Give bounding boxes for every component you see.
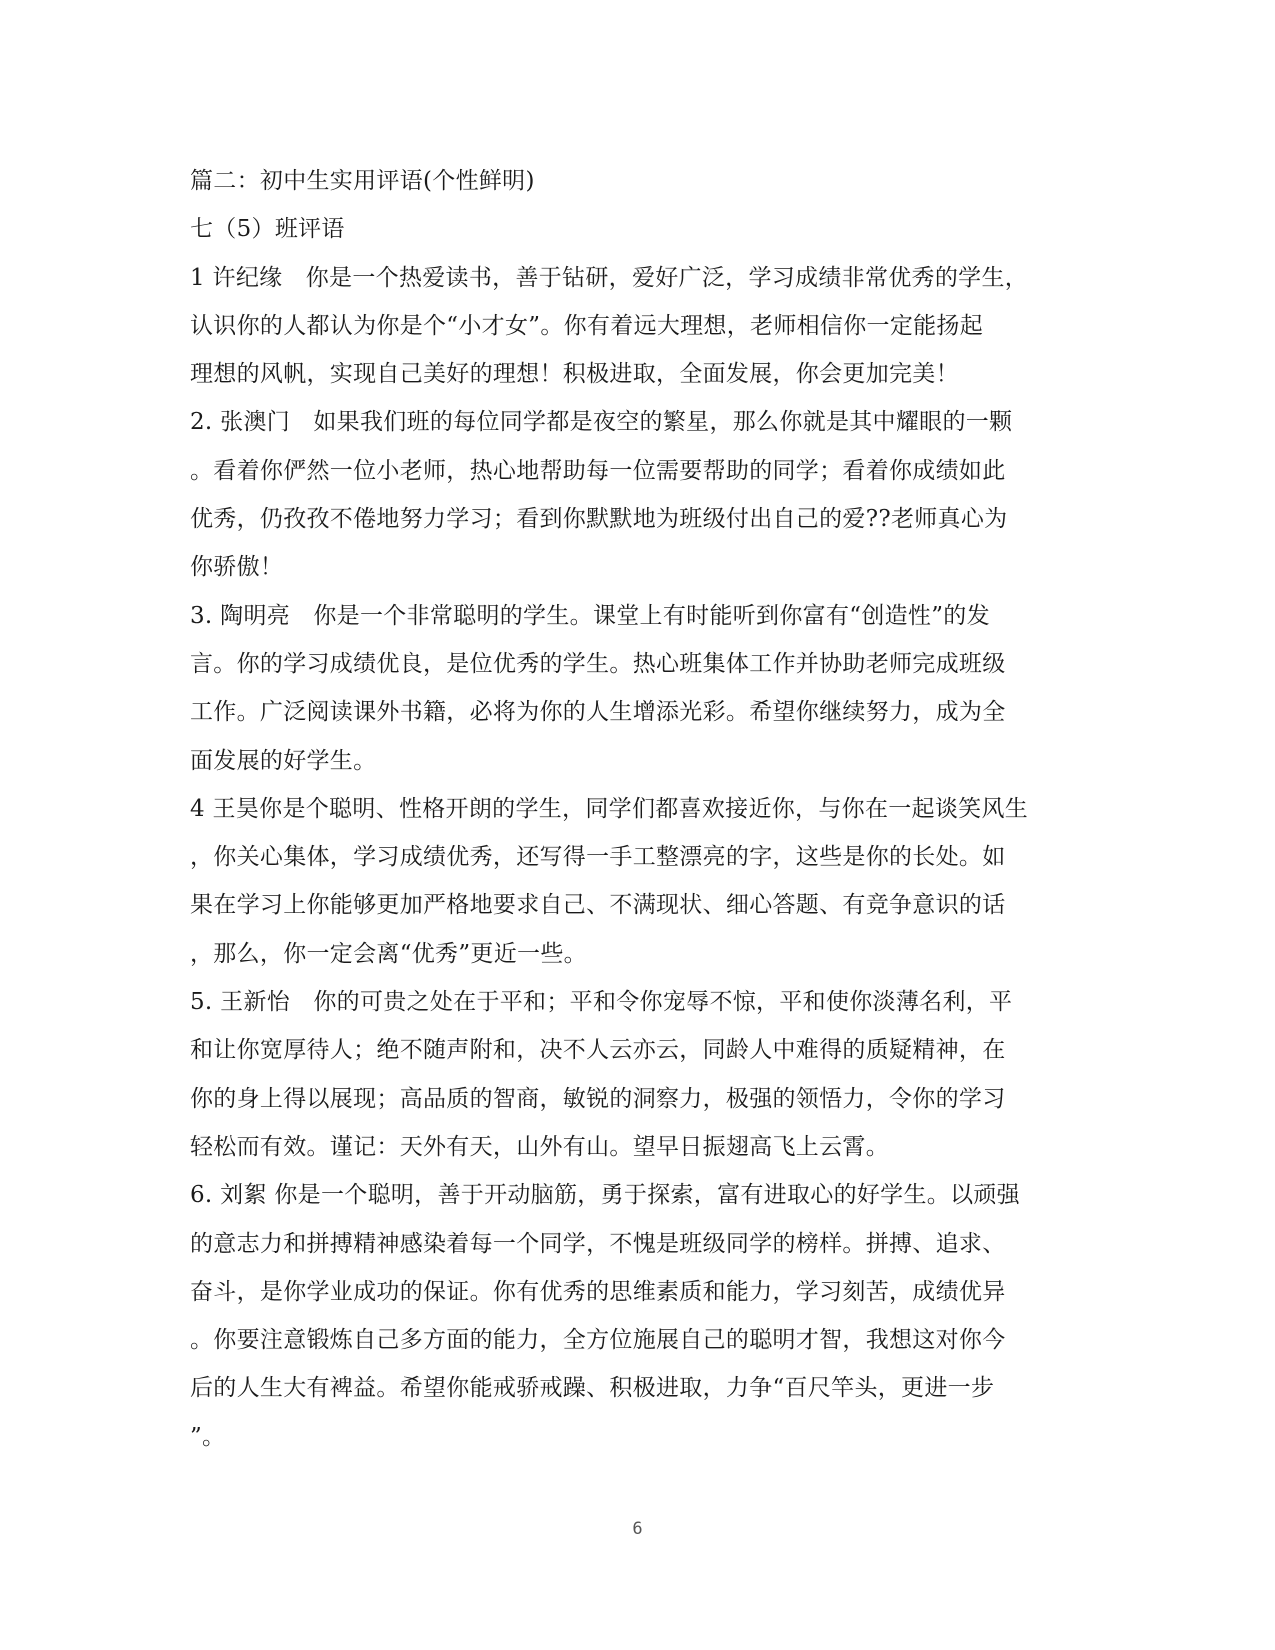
text-line: 你的身上得以展现；高品质的智商，敏锐的洞察力，极强的领悟力，令你的学习 <box>190 1085 1006 1112</box>
text-line: 工作。广泛阅读课外书籍，必将为你的人生增添光彩。希望你继续努力，成为全 <box>190 699 1006 726</box>
text-line: ，那么，你一定会离“优秀”更近一些。 <box>190 940 587 967</box>
text-line: 言。你的学习成绩优良，是位优秀的学生。热心班集体工作并协助老师完成班级 <box>190 650 1006 677</box>
text-line: 4 王昊你是个聪明、性格开朗的学生，同学们都喜欢接近你，与你在一起谈笑风生 <box>190 795 1029 822</box>
text-line: 认识你的人都认为你是个“小才女”。你有着远大理想，老师相信你一定能扬起 <box>190 312 984 339</box>
text-line: 面发展的好学生。 <box>190 747 377 774</box>
text-line: 3. 陶明亮 你是一个非常聪明的学生。课堂上有时能听到你富有“创造性”的发 <box>190 602 990 629</box>
text-line: 6. 刘絮 你是一个聪明，善于开动脑筋，勇于探索，富有进取心的好学生。以顽强 <box>190 1182 1020 1209</box>
text-line: 后的人生大有裨益。希望你能戒骄戒躁、积极进取，力争“百尺竿头，更进一步 <box>190 1375 995 1402</box>
text-line: 1 许纪缘 你是一个热爱读书，善于钻研，爱好广泛，学习成绩非常优秀的学生， <box>190 264 1029 291</box>
text-line: 轻松而有效。谨记：天外有天，山外有山。望早日振翅高飞上云霄。 <box>190 1133 889 1160</box>
text-line: 奋斗，是你学业成功的保证。你有优秀的思维素质和能力，学习刻苦，成绩优异 <box>190 1278 1006 1305</box>
text-line: ”。 <box>190 1423 226 1450</box>
text-line: 优秀，仍孜孜不倦地努力学习；看到你默默地为班级付出自己的爱??老师真心为 <box>190 506 1008 533</box>
document-body <box>190 157 1080 1461</box>
text-line: 理想的风帆，实现自己美好的理想！积极进取，全面发展，你会更加完美！ <box>190 361 959 388</box>
text-line: 的意志力和拼搏精神感染着每一个同学，不愧是班级同学的榜样。拼搏、追求、 <box>190 1230 1006 1257</box>
text-line: 你骄傲！ <box>190 554 284 581</box>
text-line: ，你关心集体，学习成绩优秀，还写得一手工整漂亮的字，这些是你的长处。如 <box>190 844 1006 871</box>
text-line: 5. 王新怡 你的可贵之处在于平和；平和令你宠辱不惊，平和使你淡薄名利，平 <box>190 989 1013 1016</box>
text-line: 和让你宽厚待人；绝不随声附和，决不人云亦云，同龄人中难得的质疑精神，在 <box>190 1037 1006 1064</box>
text-line: 。你要注意锻炼自己多方面的能力，全方位施展自己的聪明才智，我想这对你今 <box>190 1327 1006 1354</box>
text-line: 果在学习上你能够更加严格地要求自己、不满现状、细心答题、有竞争意识的话 <box>190 892 1006 919</box>
text-line: 2. 张澳门 如果我们班的每位同学都是夜空的繁星，那么你就是其中耀眼的一颗 <box>190 409 1013 436</box>
document-subtitle: 七（5）班评语 <box>190 216 345 243</box>
document-title: 篇二：初中生实用评语(个性鲜明) <box>190 168 535 194</box>
text-line: 。看着你俨然一位小老师，热心地帮助每一位需要帮助的同学；看着你成绩如此 <box>190 457 1006 484</box>
page-number: 6 <box>632 1519 643 1539</box>
